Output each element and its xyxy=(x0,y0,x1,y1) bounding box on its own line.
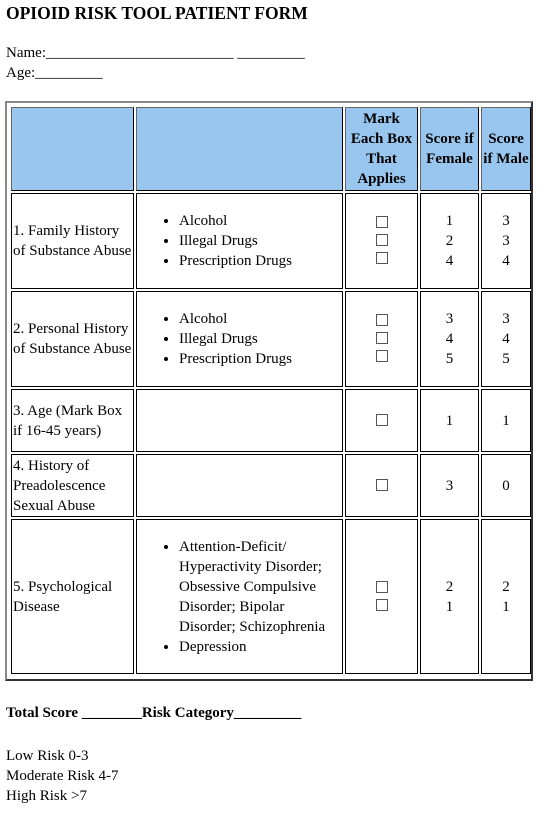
risk-table xyxy=(9,105,533,676)
score-value: 1 xyxy=(502,412,510,429)
score-value: 2 xyxy=(445,233,454,249)
mark-boxes-cell xyxy=(345,454,418,517)
checkbox[interactable] xyxy=(376,234,388,246)
risk-factor-items xyxy=(136,389,343,452)
list-item: • Illegal Drugs xyxy=(179,329,342,349)
item-list xyxy=(137,211,342,271)
score-value: 4 xyxy=(502,253,510,269)
risk-factor-label: 4. History of Preadolescence Sexual Abuse xyxy=(11,454,134,517)
score-value: 4 xyxy=(445,331,454,347)
score-female-cell xyxy=(420,454,479,517)
checkbox[interactable] xyxy=(376,581,388,593)
score-value: 1 xyxy=(502,598,510,615)
score-male-cell xyxy=(481,454,531,517)
score-female-cell xyxy=(420,519,479,674)
risk-factor-items xyxy=(136,519,343,674)
risk-factor-items xyxy=(136,291,343,387)
table-row xyxy=(11,193,531,289)
header-category xyxy=(11,107,134,191)
checkbox[interactable] xyxy=(376,350,388,362)
score-value: 2 xyxy=(502,578,510,595)
risk-level-high: High Risk >7 xyxy=(6,788,87,804)
score-value: 0 xyxy=(502,477,510,494)
list-item: • Prescription Drugs xyxy=(179,349,342,369)
score-female-cell xyxy=(420,389,479,452)
list-item: • Alcohol xyxy=(179,309,342,329)
score-male-cell xyxy=(481,389,531,452)
score-value: 3 xyxy=(445,311,454,327)
risk-factor-items xyxy=(136,193,343,289)
checkbox[interactable] xyxy=(376,332,388,344)
score-male-cell xyxy=(481,291,531,387)
table-row xyxy=(11,454,531,517)
list-item: • Depression xyxy=(179,637,342,657)
score-value: 1 xyxy=(445,213,454,229)
score-value: 3 xyxy=(502,311,510,327)
list-item: • Alcohol xyxy=(179,211,342,231)
risk-factor-label: 3. Age (Mark Box if 16-45 years) xyxy=(11,389,134,452)
score-value: 3 xyxy=(502,213,510,229)
score-value: 1 xyxy=(445,412,454,429)
list-item: • Illegal Drugs xyxy=(179,231,342,251)
score-female-cell xyxy=(420,291,479,387)
mark-boxes-cell xyxy=(345,193,418,289)
form-title: OPIOID RISK TOOL PATIENT FORM xyxy=(6,3,308,23)
table-row xyxy=(11,291,531,387)
risk-factor-items xyxy=(136,454,343,517)
mark-boxes-cell xyxy=(345,291,418,387)
risk-table-frame xyxy=(5,101,533,681)
score-female-cell xyxy=(420,193,479,289)
checkbox[interactable] xyxy=(376,314,388,326)
mark-boxes-cell xyxy=(345,389,418,452)
score-value: 2 xyxy=(445,578,454,595)
age-field-line[interactable]: Age:_________ xyxy=(6,65,103,81)
table-row xyxy=(11,389,531,452)
item-list xyxy=(137,309,342,369)
item-list xyxy=(137,537,342,657)
header-female: Score if Female xyxy=(420,107,479,191)
header-items xyxy=(136,107,343,191)
score-value: 4 xyxy=(502,331,510,347)
score-male-cell xyxy=(481,193,531,289)
risk-factor-label: 1. Family History of Substance Abuse xyxy=(11,193,134,289)
list-item: • Prescription Drugs xyxy=(179,251,342,271)
score-value: 5 xyxy=(445,351,454,367)
total-score-line[interactable]: Total Score ________Risk Category_________ xyxy=(6,705,302,721)
score-value: 4 xyxy=(445,253,454,269)
score-value: 1 xyxy=(445,598,454,615)
score-value: 3 xyxy=(445,477,454,494)
score-value: 3 xyxy=(502,233,510,249)
score-male-cell xyxy=(481,519,531,674)
header-male: Score if Male xyxy=(481,107,531,191)
checkbox[interactable] xyxy=(376,479,388,491)
table-header-row xyxy=(11,107,531,191)
risk-level-moderate: Moderate Risk 4-7 xyxy=(6,768,119,784)
risk-factor-label: 5. Psychological Disease xyxy=(11,519,134,674)
list-item: • Attention-Deficit/ Hyperactivity Disorder; Obsessive Compulsive Disorder; Bipolar Disorder; Schizophrenia xyxy=(179,537,342,637)
checkbox[interactable] xyxy=(376,599,388,611)
score-value: 5 xyxy=(502,351,510,367)
table-row xyxy=(11,519,531,674)
header-mark: Mark Each Box That Applies xyxy=(345,107,418,191)
name-field-line[interactable]: Name:_________________________ _________ xyxy=(6,45,305,61)
checkbox[interactable] xyxy=(376,414,388,426)
checkbox[interactable] xyxy=(376,252,388,264)
risk-level-low: Low Risk 0-3 xyxy=(6,748,89,764)
checkbox[interactable] xyxy=(376,216,388,228)
risk-factor-label: 2. Personal History of Substance Abuse xyxy=(11,291,134,387)
mark-boxes-cell xyxy=(345,519,418,674)
